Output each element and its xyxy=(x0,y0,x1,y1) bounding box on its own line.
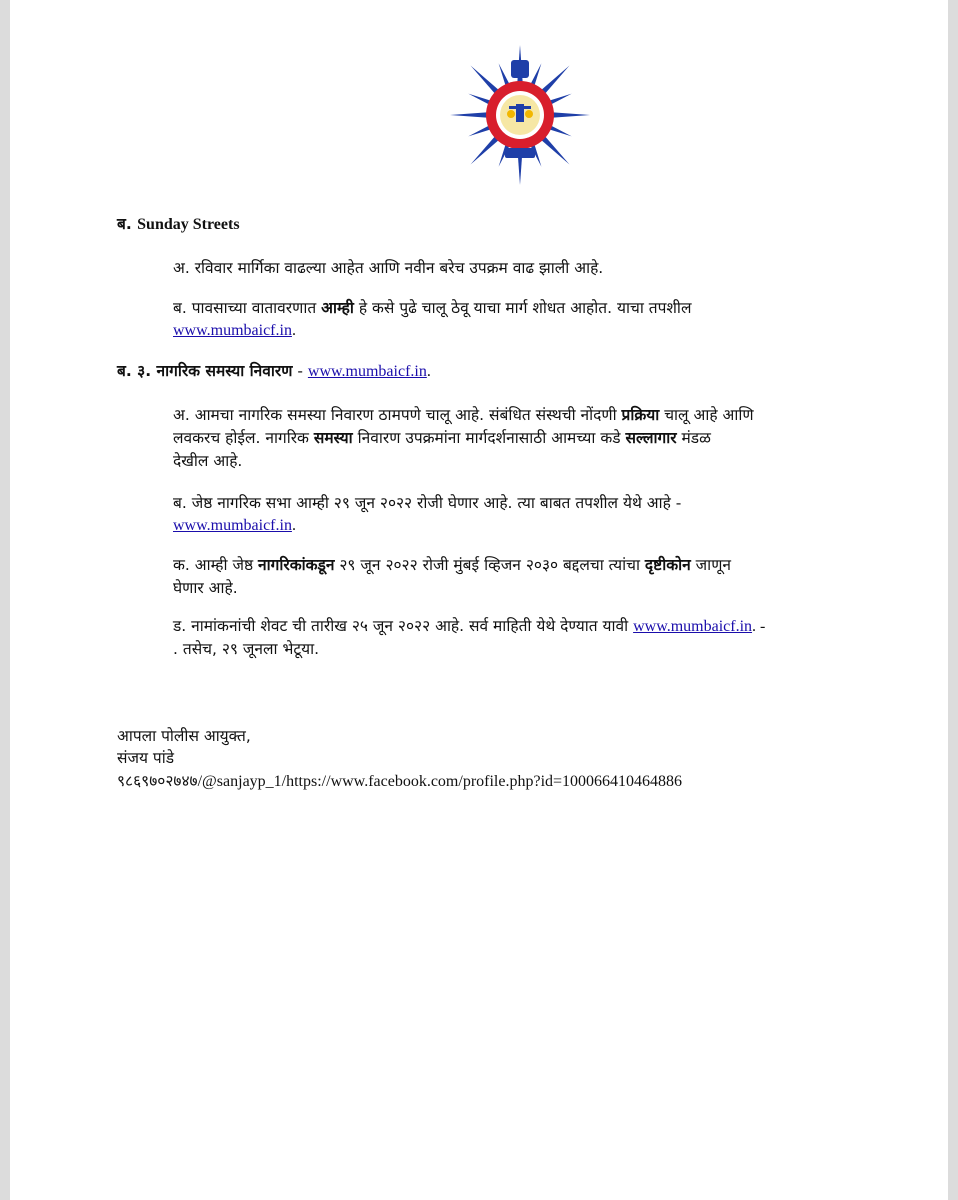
mumbaicf-link[interactable]: www.mumbaicf.in xyxy=(307,363,427,380)
mumbaicf-link[interactable]: www.mumbaicf.in xyxy=(633,618,753,635)
item-emphasis: नागरिकांकडून xyxy=(258,556,335,574)
section-marker: ब. xyxy=(117,215,132,233)
mumbaicf-link[interactable]: www.mumbaicf.in xyxy=(173,322,292,339)
list-item-line xyxy=(173,576,238,600)
signature-closing xyxy=(117,724,251,748)
list-item-line xyxy=(173,637,319,661)
list-item xyxy=(173,491,681,515)
phone-number: ९८६९७०२७४७ xyxy=(117,772,198,790)
section-title: Sunday Streets xyxy=(137,216,240,233)
item-text: ड. नामांकनांची शेवट ची तारीख २५ जून २०२२ आहे. सर्व माहिती येथे देण्यात यावी xyxy=(173,617,634,635)
list-item xyxy=(173,403,754,427)
social-links: /@sanjayp_1/https://www.facebook.com/profile.php?id=100066410464886 xyxy=(197,773,683,790)
list-item-line xyxy=(173,426,711,450)
item-text: २९ जून २०२२ रोजी मुंबई व्हिजन २०३० बद्दलचा त्यांचा xyxy=(334,556,645,574)
item-text: . तसेच, २९ जूनला भेटूया. xyxy=(173,640,320,658)
item-text: अ. रविवार मार्गिका वाढल्या आहेत आणि नवीन बरेच उपक्रम वाढ झाली आहे. xyxy=(173,259,604,277)
document-page xyxy=(10,0,948,1200)
item-text: मंडळ xyxy=(676,429,711,447)
signature-line: आपला पोलीस आयुक्त, xyxy=(117,727,251,745)
heading-dash: - xyxy=(292,362,308,380)
list-item xyxy=(173,256,603,280)
item-text: चालू आहे आणि xyxy=(659,406,754,424)
link-suffix: . xyxy=(291,517,296,534)
list-item-link-line xyxy=(173,513,296,538)
item-text: घेणार आहे. xyxy=(173,579,238,597)
signature-contact xyxy=(117,769,682,794)
item-emphasis: आम्ही xyxy=(321,299,354,317)
item-text: ब. पावसाच्या वातावरणात xyxy=(173,299,322,317)
section-heading xyxy=(117,212,240,237)
signature-name xyxy=(117,746,174,770)
list-item-link-line xyxy=(173,318,296,343)
item-emphasis: दृष्टीकोन xyxy=(644,556,691,574)
item-text: निवारण उपक्रमांना मार्गदर्शनासाठी आमच्या कडे xyxy=(352,429,626,447)
item-text: . - xyxy=(752,618,766,635)
item-text: क. आम्ही जेष्ठ xyxy=(173,556,259,574)
list-item xyxy=(173,553,731,577)
list-item-line xyxy=(173,449,242,473)
item-text: ब. जेष्ठ नागरिक सभा आम्ही २९ जून २०२२ रोजी घेणार आहे. त्या बाबत तपशील येथे आहे - xyxy=(173,494,682,512)
link-suffix: . xyxy=(291,322,296,339)
list-item xyxy=(173,614,765,639)
item-text: देखील आहे. xyxy=(173,452,243,470)
link-suffix: . xyxy=(426,363,431,380)
item-text: लवकरच होईल. नागरिक xyxy=(173,429,314,447)
section-heading xyxy=(117,359,431,384)
list-item xyxy=(173,296,691,320)
item-emphasis: प्रक्रिया xyxy=(621,406,660,424)
signature-line: संजय पांडे xyxy=(117,749,175,767)
item-emphasis: सल्लागार xyxy=(625,429,677,447)
item-text: अ. आमचा नागरिक समस्या निवारण ठामपणे चालू आहे. संबंधित संस्थची नोंदणी xyxy=(173,406,622,424)
item-text: हे कसे पुढे चालू ठेवू याचा मार्ग शोधत आहोत. याचा तपशील xyxy=(353,299,692,317)
item-text: जाणून xyxy=(690,556,732,574)
mumbaicf-link[interactable]: www.mumbaicf.in xyxy=(173,517,292,534)
mumbai-police-emblem-icon xyxy=(445,40,595,190)
item-emphasis: समस्या xyxy=(313,429,353,447)
section-title: ब. ३. नागरिक समस्या निवारण xyxy=(117,362,293,380)
